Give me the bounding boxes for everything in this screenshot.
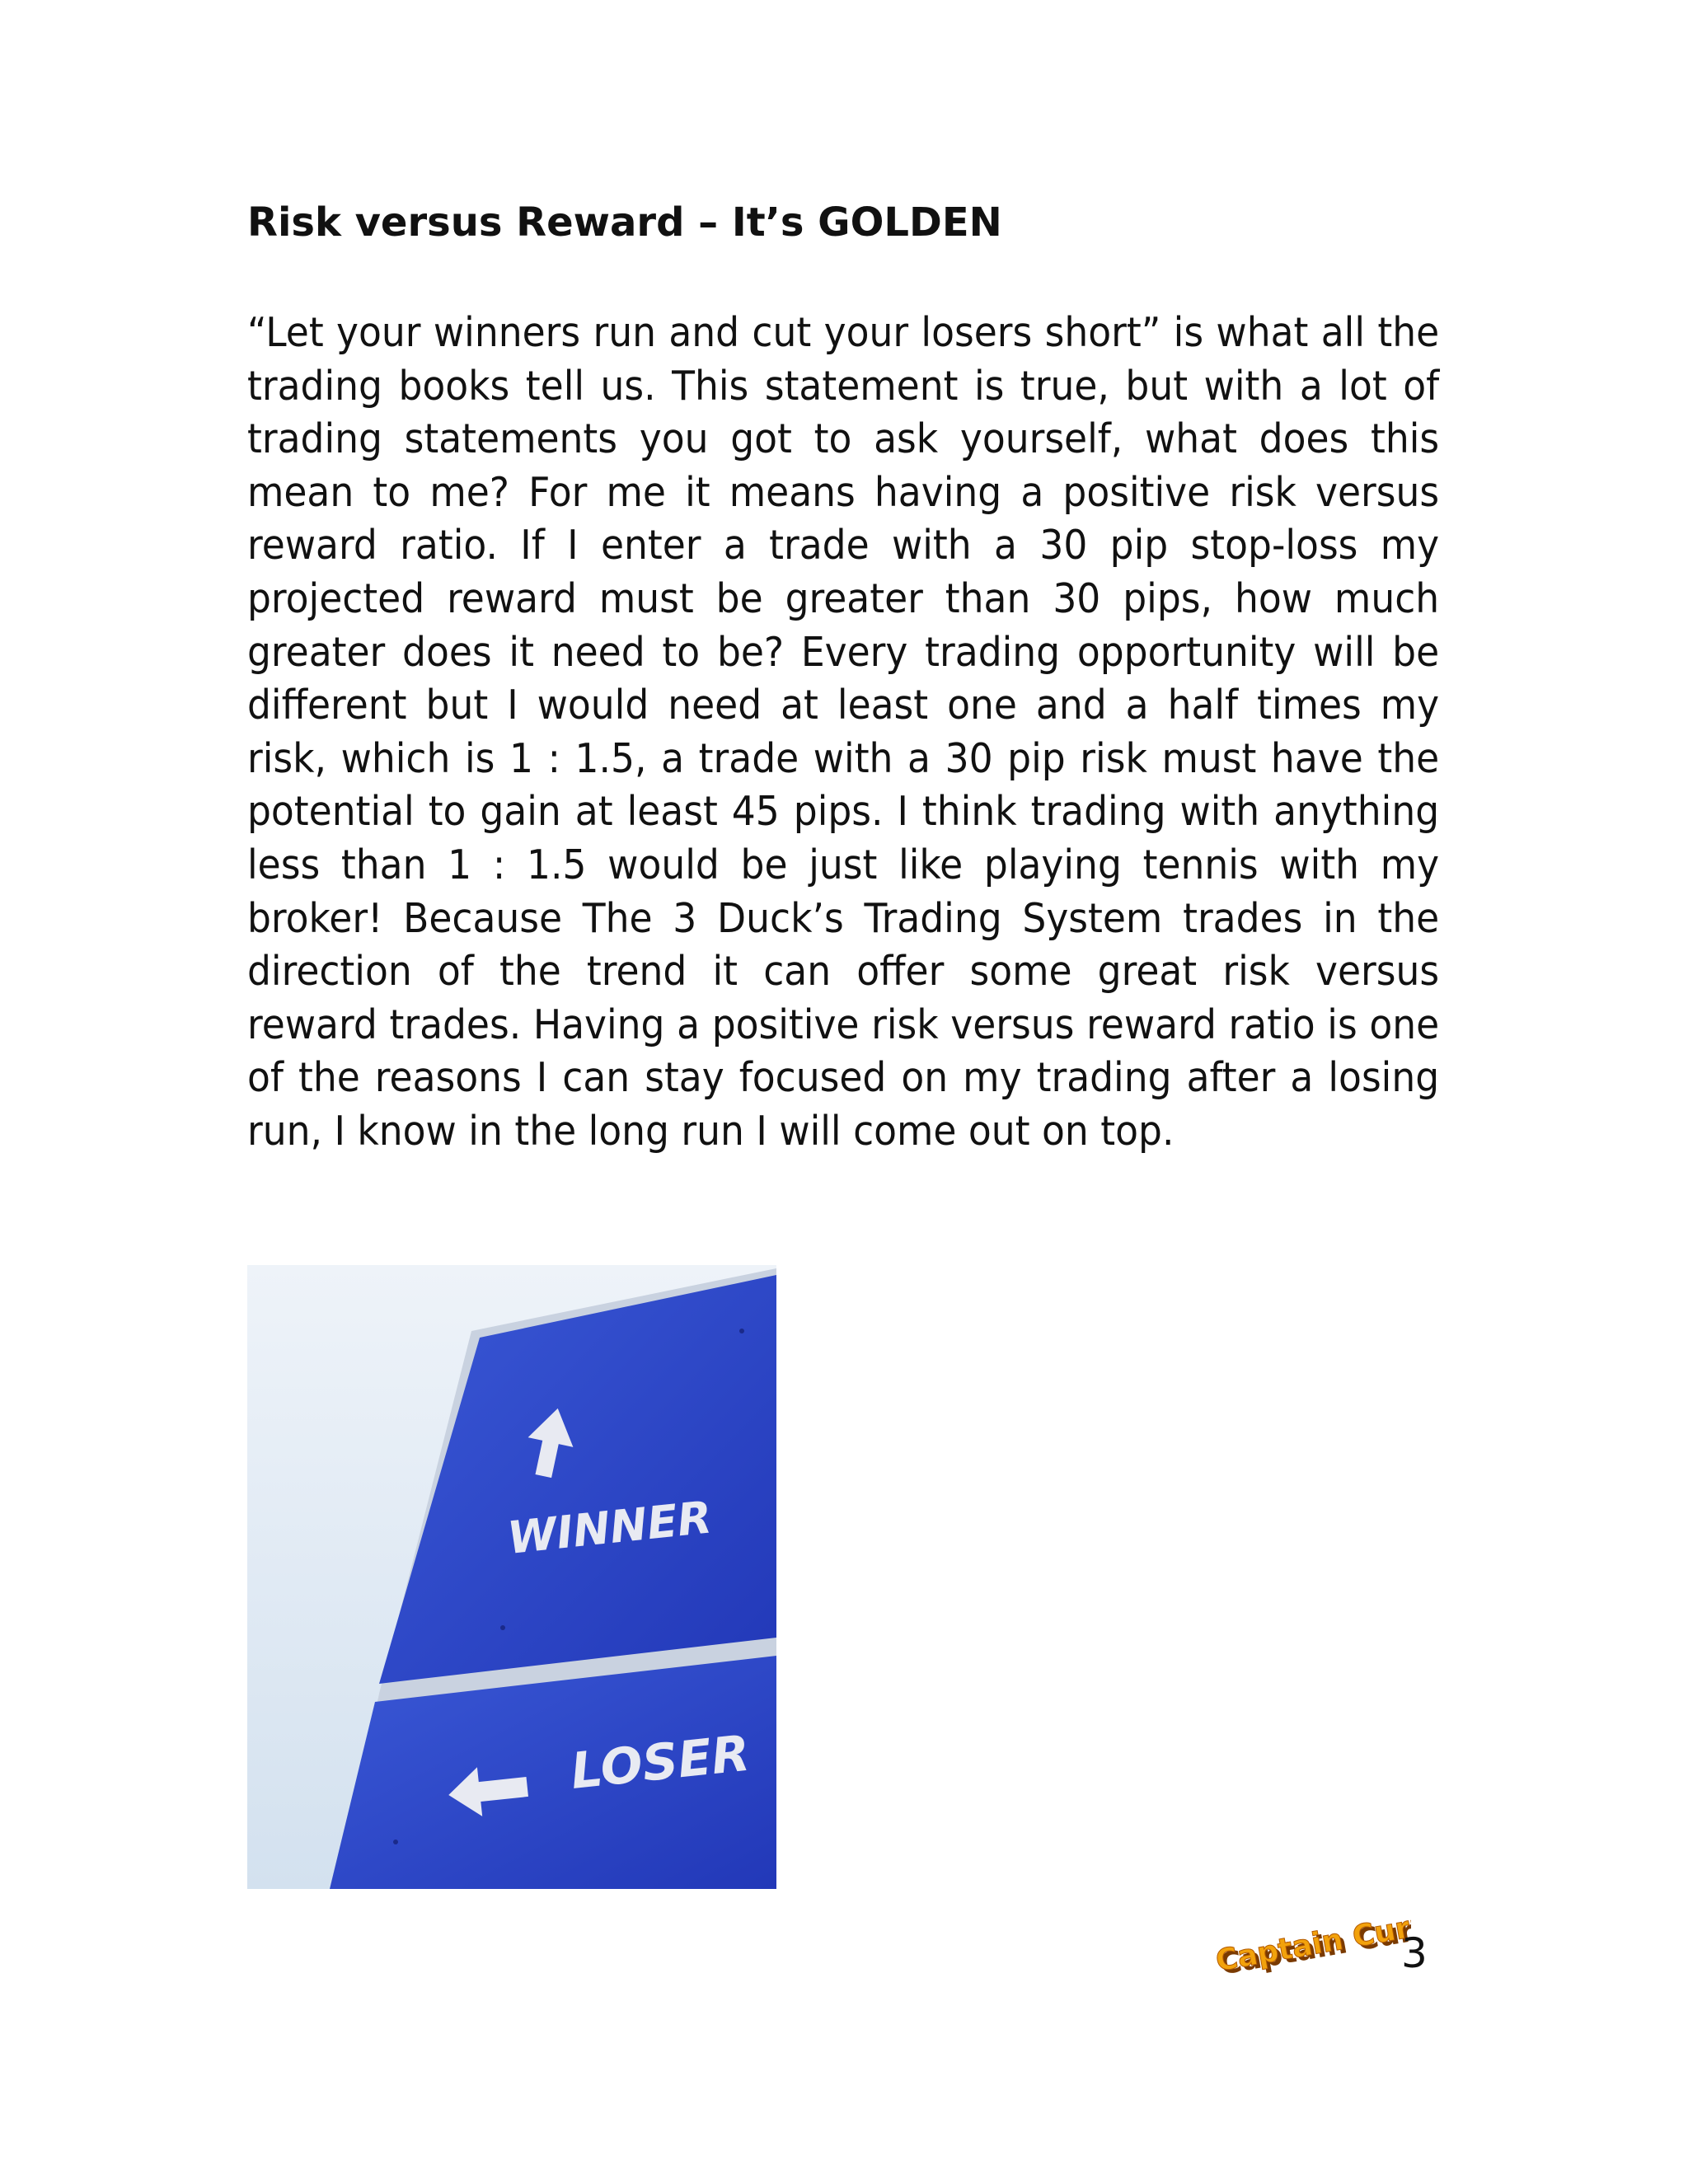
winner-sign-label: WINNER <box>504 1491 715 1564</box>
logo-text: Captain Currency <box>1213 1895 1411 1979</box>
page-heading: Risk versus Reward – It’s GOLDEN <box>247 199 1002 246</box>
logo-text-shadow: Captain Currency <box>1217 1898 1411 1982</box>
page-number: 3 <box>1401 1929 1428 1977</box>
loser-sign-label: LOSER <box>568 1724 753 1801</box>
body-paragraph: “Let your winners run and cut your losers short” is what all the trading books tell us. This statement is true, but with a lot of trading statements you got to ask yourself, what does this mean to me? For me it means having a positive risk versus reward ratio. If I enter a trade with a 30 pip stop-loss my projected reward must be greater than 30 pips, how much greater does it need to be? Every trading opportunity will be different but I would need at least one and a half times my risk, which is 1 : 1.5, a trade with a 30 pip risk must have the potential to gain at least 45 pips. I think trading with anything less than 1 : 1.5 would be just like playing tennis with my broker! Because The 3 Duck’s Trading System trades in the direction of the trend it can offer some great risk versus reward trades. Having a positive risk versus reward ratio is one of the reasons I can stay focused on my trading after a losing run, I know in the long run I will come out on top. <box>247 309 1440 1155</box>
captain-currency-logo <box>1205 1887 1411 1986</box>
winner-loser-sign-photo <box>247 1265 776 1889</box>
